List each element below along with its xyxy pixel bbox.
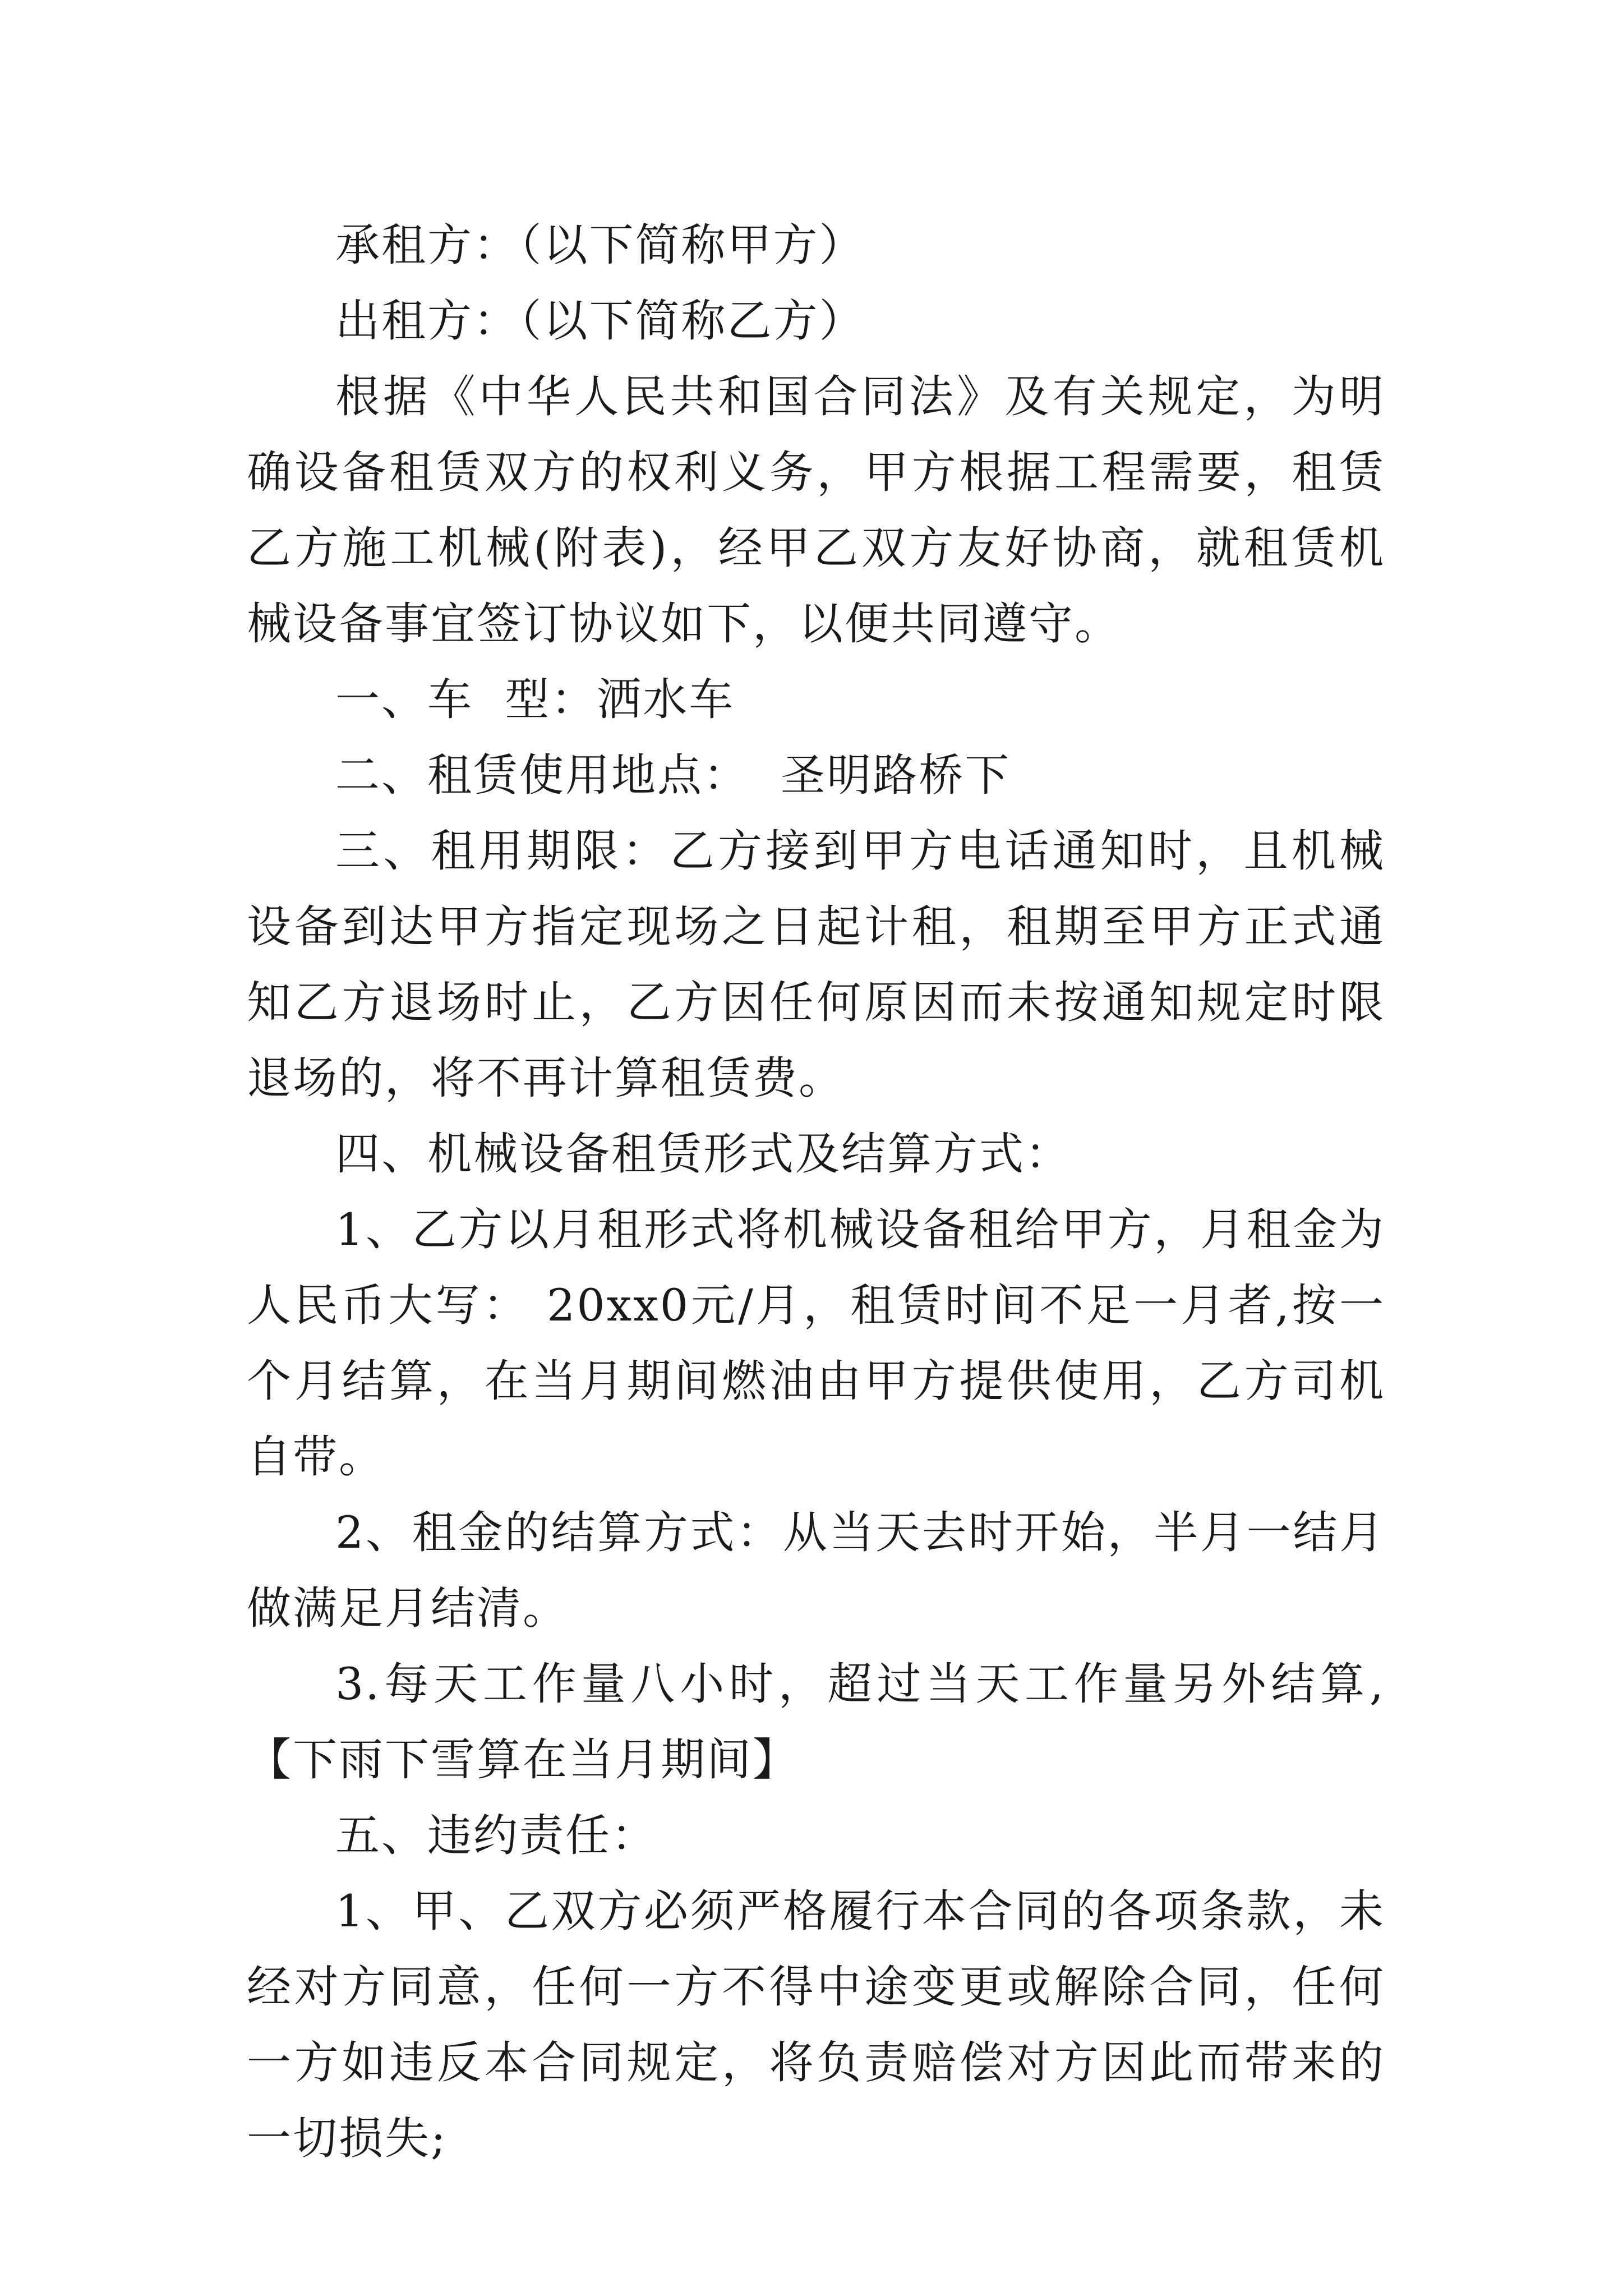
paragraph-preamble: 根据《中华人民共和国合同法》及有关规定，为明确设备租赁双方的权利义务，甲方根据工程需要，租赁乙方施工机械(附表)，经甲乙双方友好协商，就租赁机械设备事宜签订协议如下，以便共同遵守。 <box>247 371 1385 650</box>
paragraph-monthly-rent: 1、乙方以月租形式将机械设备租给甲方，月租金为人民币大写： 20xx0元/月，租赁时间不足一月者,按一个月结算，在当月期间燃油由甲方提供使用，乙方司机自带。 <box>247 1204 1385 1483</box>
paragraph-usage-location: 二、租赁使用地点： 圣明路桥下 <box>335 749 1011 801</box>
paragraph-liability-heading: 五、违约责任： <box>335 1810 657 1861</box>
paragraph-daily-workload: 3.每天工作量八小时，超过当天工作量另外结算,【下雨下雪算在当月期间】 <box>247 1658 1385 1786</box>
paragraph-lease-term: 三、租用期限：乙方接到甲方电话通知时，且机械设备到达甲方指定现场之日起计租，租期至甲方正式通知乙方退场时止，乙方因任何原因而未按通知规定时限退场的，将不再计算租赁费。 <box>247 825 1385 1104</box>
document-body <box>247 208 1385 2177</box>
paragraph-lessor: 出租方：（以下简称乙方） <box>335 295 865 347</box>
paragraph-vehicle-type: 一、车 型：洒水车 <box>335 674 735 725</box>
paragraph-lease-form-heading: 四、机械设备租赁形式及结算方式： <box>335 1128 1071 1180</box>
paragraph-settlement-method: 2、租金的结算方式：从当天去时开始，半月一结月做满足月结清。 <box>247 1507 1385 1634</box>
paragraph-liability-clause-1: 1、甲、乙双方必须严格履行本合同的各项条款，未经对方同意，任何一方不得中途变更或解除合同，任何一方如违反本合同规定，将负责赔偿对方因此而带来的一切损失; <box>247 1885 1385 2164</box>
paragraph-lessee: 承租方：（以下简称甲方） <box>335 219 865 271</box>
